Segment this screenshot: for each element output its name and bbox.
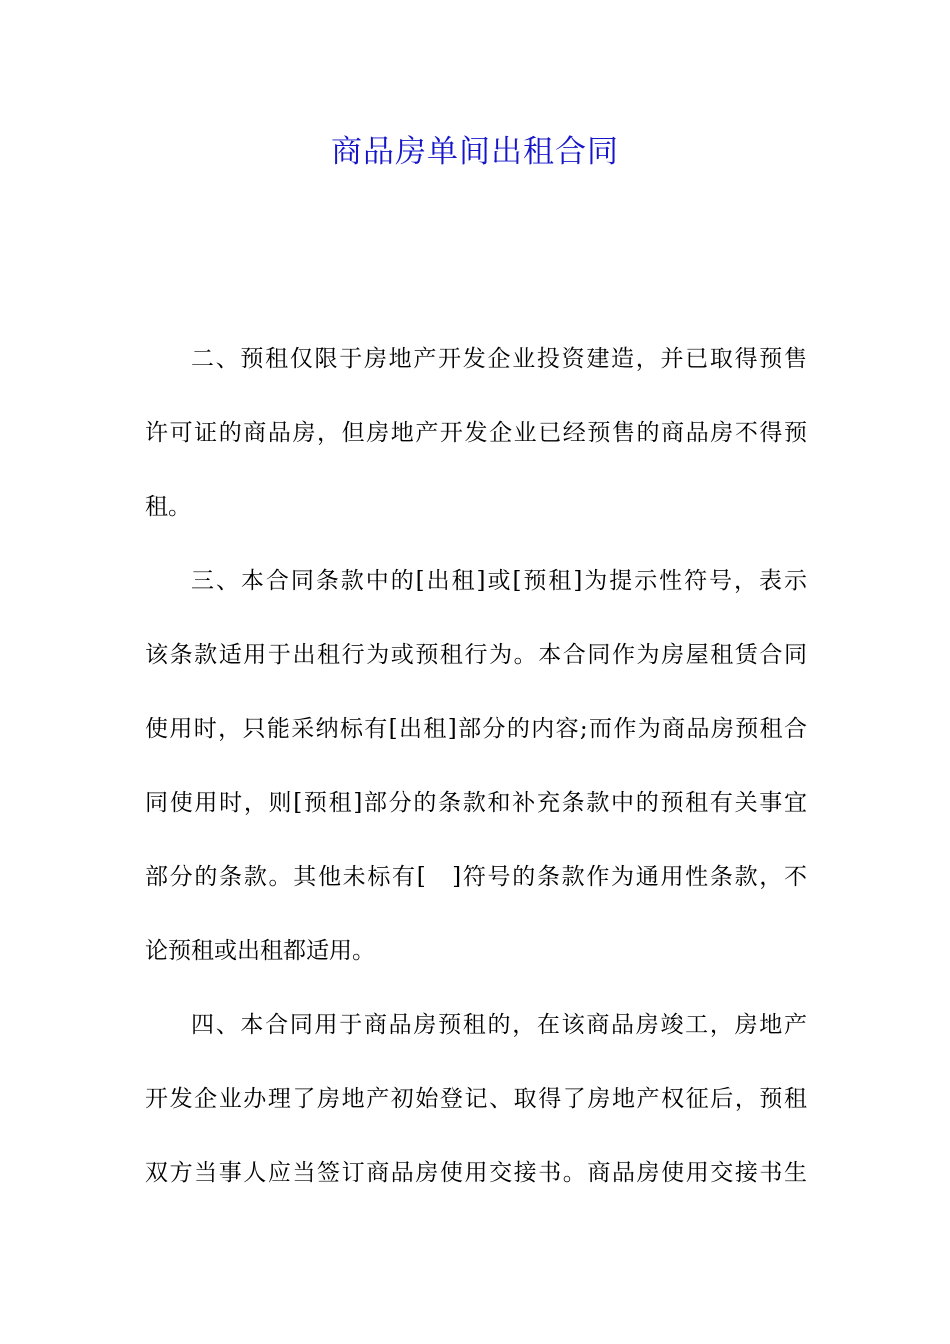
- paragraph-4: [145, 988, 807, 1210]
- paragraph-line: 部分的条款。其他未标有[ ]符号的条款作为通用性条款，不: [145, 864, 807, 890]
- paragraph-line: 开发企业办理了房地产初始登记、取得了房地产权征后，预租: [145, 1086, 807, 1112]
- document-body: [145, 322, 807, 1210]
- paragraph-2: [145, 322, 807, 544]
- paragraph-line: 租。: [145, 494, 191, 520]
- paragraph-line: 四、本合同用于商品房预租的，在该商品房竣工，房地产: [191, 1012, 807, 1038]
- paragraph-line: 许可证的商品房，但房地产开发企业已经预售的商品房不得预: [145, 420, 807, 446]
- paragraph-line: 该条款适用于出租行为或预租行为。本合同作为房屋租赁合同: [145, 642, 807, 668]
- paragraph-line: 三、本合同条款中的[出租]或[预租]为提示性符号，表示: [191, 568, 807, 594]
- paragraph-line: 使用时，只能采纳标有[出租]部分的内容;而作为商品房预租合: [145, 716, 807, 742]
- paragraph-line: 论预租或出租都适用。: [145, 938, 375, 964]
- paragraph-line: 二、预租仅限于房地产开发企业投资建造，并已取得预售: [191, 346, 807, 372]
- paragraph-line: 双方当事人应当签订商品房使用交接书。商品房使用交接书生: [145, 1160, 807, 1186]
- paragraph-line: 同使用时，则[预租]部分的条款和补充条款中的预租有关事宜: [145, 790, 807, 816]
- paragraph-3: [145, 544, 807, 988]
- document-title: 商品房单间出租合同: [331, 134, 619, 170]
